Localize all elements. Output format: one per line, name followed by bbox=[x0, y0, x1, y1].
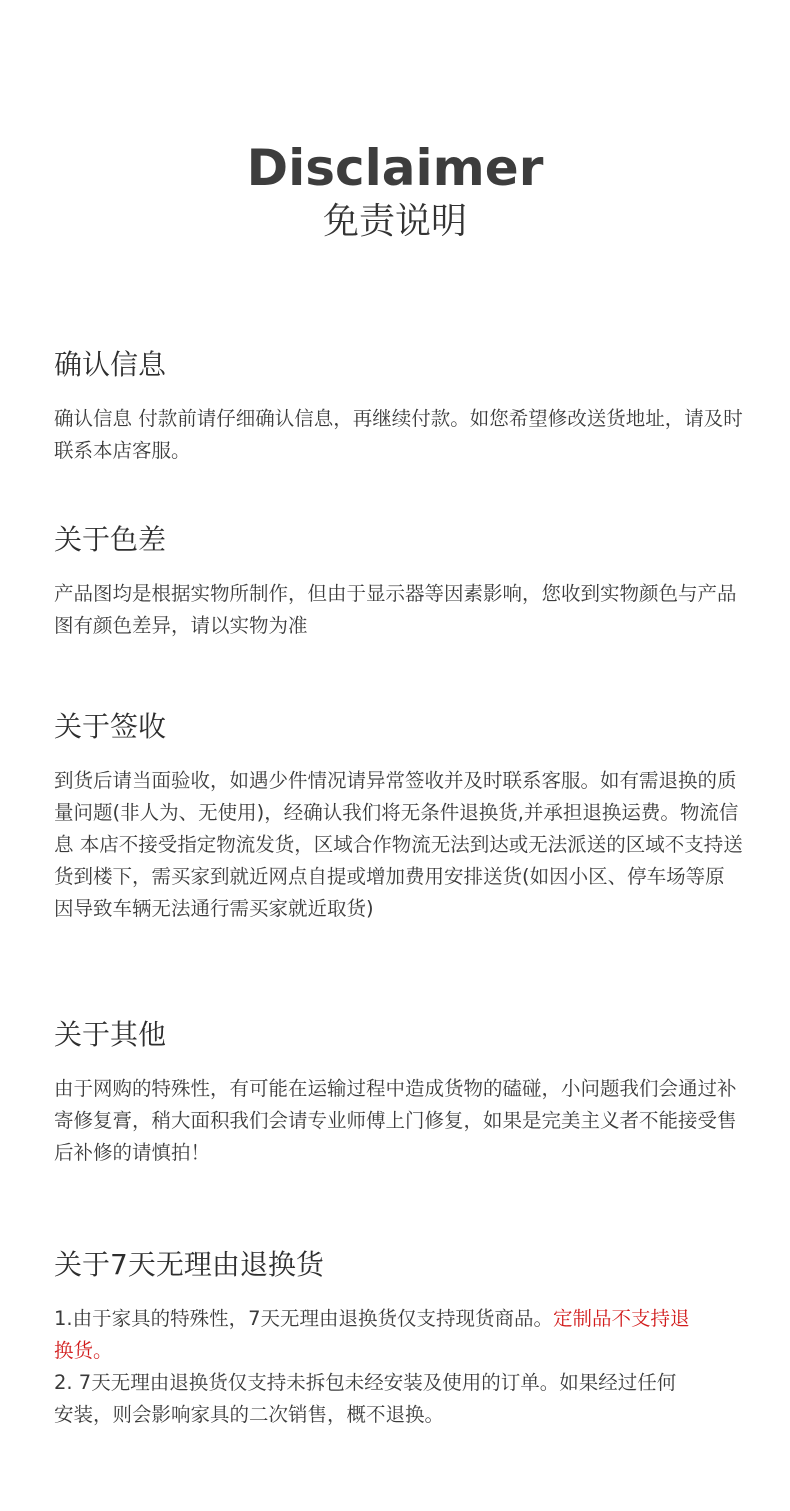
section-body: 产品图均是根据实物所制作，但由于显示器等因素影响，您收到实物颜色与产品图有颜色差异，请以实物为准 bbox=[54, 582, 737, 637]
section-body: 由于网购的特殊性，有可能在运输过程中造成货物的磕碰，小问题我们会通过补寄修复膏，稍大面积我们会请专业师傅上门修复，如果是完美主义者不能接受售后补修的请慎拍！ bbox=[54, 1077, 737, 1164]
section-receipt bbox=[54, 707, 744, 925]
section-title: 确认信息 bbox=[54, 348, 167, 381]
section-body: 确认信息 付款前请仔细确认信息，再继续付款。如您希望修改送货地址，请及时联系本店客服。 bbox=[54, 407, 743, 462]
section-confirm-info bbox=[54, 345, 744, 467]
return-policy-item-1 bbox=[54, 1303, 694, 1367]
section-title: 关于7天无理由退换货 bbox=[54, 1248, 324, 1281]
custom-no-return-highlight: 定制品不支持退换货。 bbox=[54, 1307, 690, 1362]
section-body: 到货后请当面验收，如遇少件情况请异常签收并及时联系客服。如有需退换的质量问题(非人为、无使用)，经确认我们将无条件退换货,并承担退换运费。物流信息 本店不接受指定物流发货，区域合作物流无法到达或无法派送的区域不支持送货到楼下，需买家到就近网点自提或增加费用安排送货(如因小区、停车场等原因导致车辆无法通行需买家就近取货) bbox=[54, 769, 743, 920]
section-7day-return bbox=[54, 1245, 744, 1431]
page-title-en: Disclaimer bbox=[246, 139, 544, 197]
section-title: 关于色差 bbox=[54, 523, 167, 556]
return-policy-item-2: 2. 7天无理由退换货仅支持未拆包未经安装及使用的订单。如果经过任何安装，则会影响家具的二次销售，概不退换。 bbox=[54, 1371, 677, 1426]
item-text: 1.由于家具的特殊性，7天无理由退换货仅支持现货商品。 bbox=[54, 1307, 554, 1330]
section-other bbox=[54, 1015, 744, 1169]
page-header bbox=[0, 138, 790, 246]
page-title-cn: 免责说明 bbox=[322, 201, 467, 242]
section-title: 关于签收 bbox=[54, 710, 167, 743]
section-color-difference bbox=[54, 520, 744, 642]
section-title: 关于其他 bbox=[54, 1018, 167, 1051]
